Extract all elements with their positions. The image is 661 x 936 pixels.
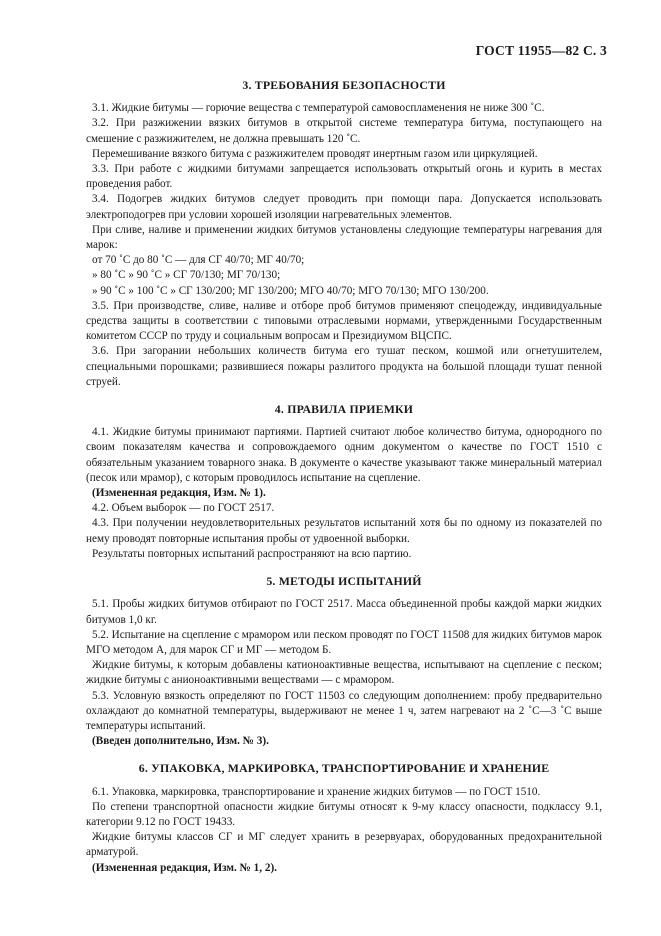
section-title-acceptance: 4. ПРАВИЛА ПРИЕМКИ — [274, 402, 414, 417]
section-title-test-methods: 5. МЕТОДЫ ИСПЫТАНИЙ — [266, 574, 422, 589]
temperature-line: от 70 ˚С до 80 ˚С — для СГ 40/70; МГ 40/70; — [92, 254, 305, 267]
paragraph: 3.4. Подогрев жидких битумов следует проводить при помощи пара. Допускается использовать электроподогрев при условии хорошей изоляции нагревательных элементов. — [86, 193, 602, 221]
paragraph: 6.1. Упаковка, маркировка, транспортирование и хранение жидких битумов — по ГОСТ 1510. — [92, 785, 541, 798]
paragraph: При сливе, наливе и применении жидких битумов установлены следующие температуры нагревания для марок: — [86, 223, 602, 252]
paragraph: 3.1. Жидкие битумы — горючие вещества с температурой самовоспламенения не ниже 300 ˚С. — [92, 102, 545, 115]
document-body — [86, 78, 602, 876]
paragraph: Жидкие битумы классов СГ и МГ следует хранить в резервуарах, оборудованных предохранительной арматурой. — [86, 831, 602, 859]
amendment-note: (Введен дополнительно, Изм. № 3). — [92, 735, 269, 748]
paragraph: 5.1. Пробы жидких битумов отбирают по ГОСТ 2517. Масса объединенной пробы каждой марки жидких битумов 1,0 кг. — [86, 598, 602, 626]
amendment-note: (Измененная редакция, Изм. № 1, 2). — [92, 861, 277, 874]
paragraph: Жидкие битумы, к которым добавлены катионоактивные вещества, испытывают на сцепление с песком; жидкие битумы с анионоактивными веществами — с мрамором. — [86, 659, 602, 687]
page-header: ГОСТ 11955—82 С. 3 — [475, 43, 607, 58]
paragraph: 4.3. При получении неудовлетворительных результатов испытаний хотя бы по одному из показателей по нему проводят повторные испытания пробы от удвоенной выборки. — [86, 517, 602, 545]
paragraph: Перемешивание вязкого битума с разжижителем проводят инертным газом или циркуляцией. — [92, 147, 538, 160]
paragraph: 3.3. При работе с жидкими битумами запрещается использовать открытый огонь и курить в местах проведения работ. — [86, 163, 602, 191]
section-title-packaging: 6. УПАКОВКА, МАРКИРОВКА, ТРАНСПОРТИРОВАНИЕ И ХРАНЕНИЕ — [138, 761, 550, 776]
paragraph: 4.2. Объем выборок — по ГОСТ 2517. — [92, 502, 275, 515]
paragraph: 3.6. При загорании небольших количеств битума его тушат песком, кошмой или огнетушителем, специальными порошками; развившиеся пожары разлитого продукта на большой площади тушат пенной струей. — [86, 345, 602, 388]
paragraph: 4.1. Жидкие битумы принимают партиями. Партией считают любое количество битума, однородного по своим показателям качества и сопровождаемого одним документом о качестве по ГОСТ 1510 с обязательным указанием товарного знака. В документе о качестве указывают также минеральный материал (песок или мрамор), с которым проводилось испытание на сцепление. — [86, 426, 602, 484]
paragraph: Результаты повторных испытаний распространяют на всю партию. — [92, 547, 412, 560]
temperature-line: » 80 ˚С » 90 ˚С » СГ 70/130; МГ 70/130; — [92, 269, 281, 282]
amendment-note: (Измененная редакция, Изм. № 1). — [92, 487, 266, 500]
paragraph: 5.2. Испытание на сцепление с мрамором или песком проводят по ГОСТ 11508 для жидких битумов марок МГО методом А, для марок СГ и МГ — методом Б. — [86, 628, 602, 656]
temperature-line: » 90 ˚С » 100 ˚С » СГ 130/200; МГ 130/200; МГО 40/70; МГО 70/130; МГО 130/200. — [92, 284, 489, 297]
paragraph: 3.2. При разжижении вязких битумов в открытой системе температура битума, поступающего на смешение с разжижителем, не должна превышать 120 ˚С. — [86, 117, 602, 145]
paragraph: По степени транспортной опасности жидкие битумы относят к 9-му классу опасности, подклассу 9.1, категории 9.12 по ГОСТ 19433. — [86, 800, 602, 828]
section-title-safety: 3. ТРЕБОВАНИЯ БЕЗОПАСНОСТИ — [242, 78, 446, 92]
paragraph: 5.3. Условную вязкость определяют по ГОСТ 11503 со следующим дополнением: пробу предварительно охлаждают до комнатной температуры, выдерживают не менее 1 ч, затем нагревают на 2 ˚С—3 ˚С выше температуры испытаний. — [86, 689, 602, 732]
paragraph: 3.5. При производстве, сливе, наливе и отборе проб битумов применяют спецодежду, индивидуальные средства защиты в соответствии с типовыми отраслевыми нормами, утвержденными Государственным комитетом СССР по труду и социальным вопросам и Президиумом ВЦСПС. — [86, 299, 602, 343]
